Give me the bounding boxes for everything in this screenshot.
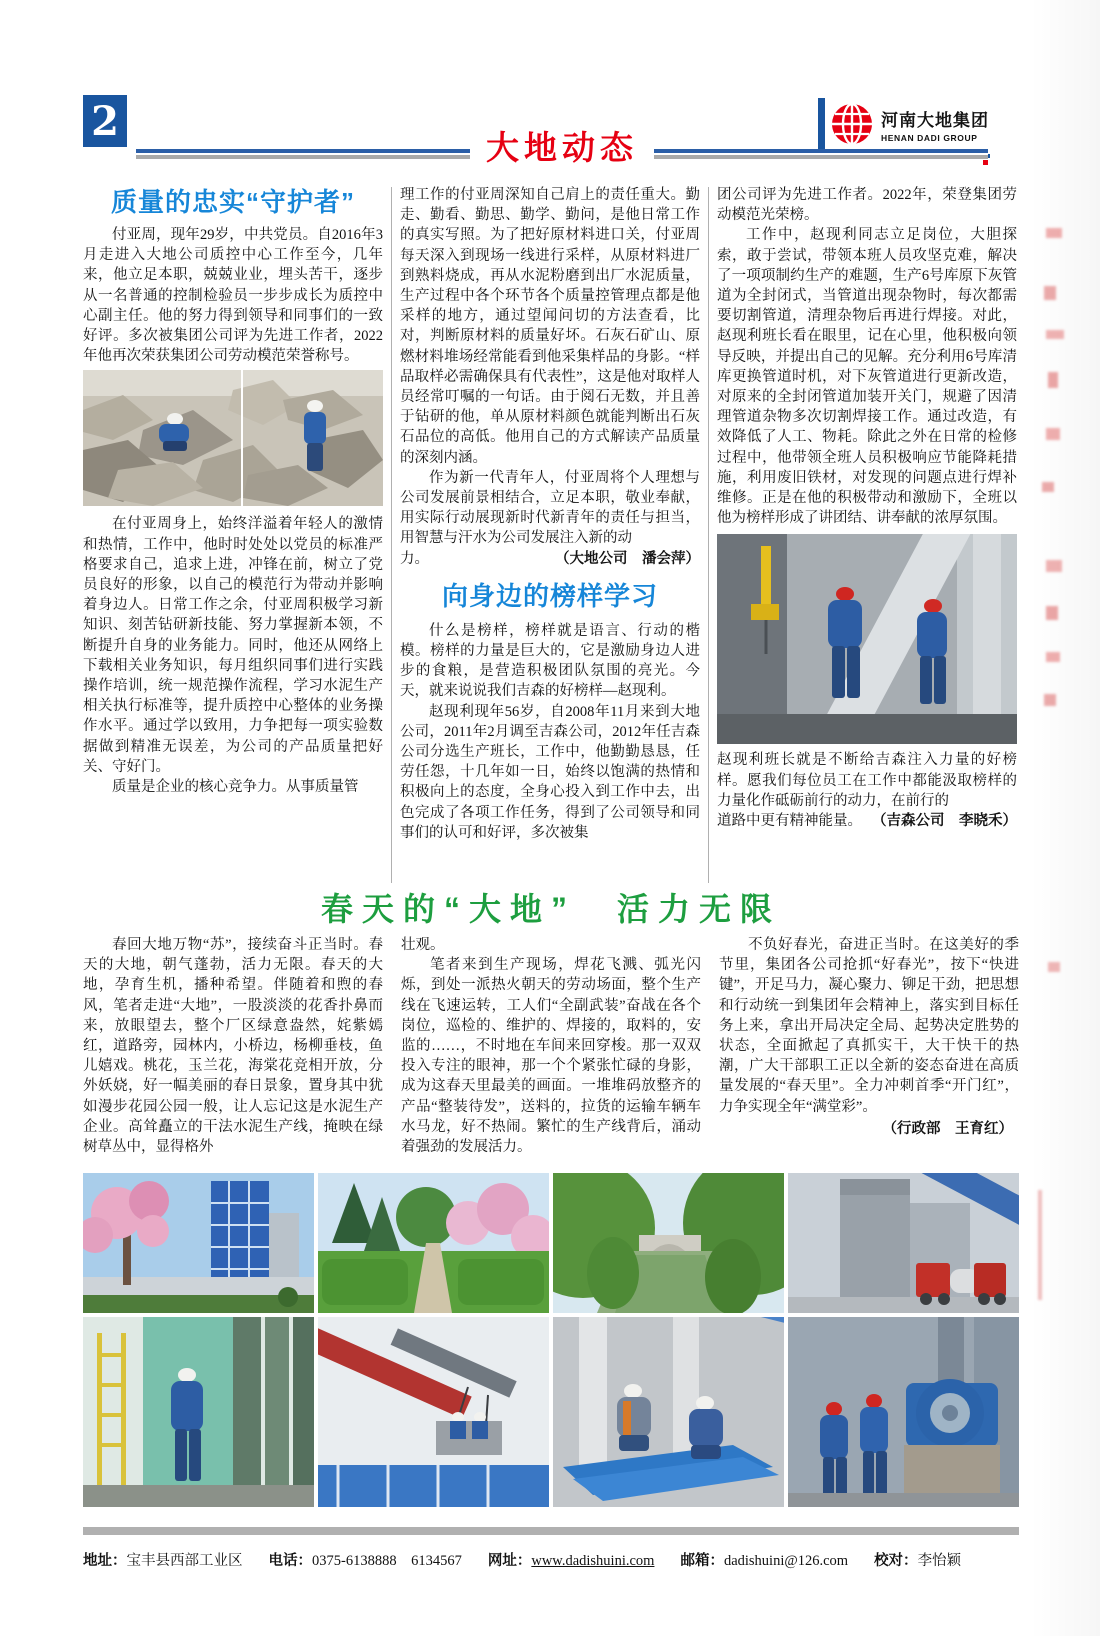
photo-grid	[83, 1173, 1019, 1507]
scan-edge-shade	[1030, 0, 1100, 1636]
article1-ending	[400, 549, 700, 569]
website-link: www.dadishuini.com	[531, 1553, 655, 1569]
article1-byline: （大地公司 潘会萍）	[555, 550, 700, 567]
article3-paragraph-continued: 壮观。	[401, 937, 445, 953]
article3-paragraph: 不负好春光，奋进正当时。在这美好的季节里，集团各公司抢抓“好春光”，按下“快进键”，开足马力，凝心聚力、铆足干劲，把思想和行动统一到集团年会精神上，落实到目标任务上来，拿出开局决定全局、起势决定胜势的状态，全面掀起了真抓实干，大干快干的热潮，广大干部职工正以全新的姿态奋进在高质量发展的“春天里”。全力冲刺首季“开门红”，力争实现全年“满堂彩”。	[719, 937, 1019, 1115]
photo-garden-path	[318, 1173, 549, 1313]
ink-showthrough	[1048, 372, 1058, 388]
page-content	[83, 185, 1019, 1570]
photo-worker-red-helmets-image	[717, 534, 1017, 744]
ink-showthrough	[1046, 560, 1062, 572]
article1-paragraph: 作为新一代青年人，付亚周将个人理想与公司发展前景相结合，立足本职，敬业奉献，用实际行动展现新时代新青年的责任与担当，用智慧与汗水为公司发展注入新的动	[400, 469, 700, 547]
photo-workers-on-rocks-image	[83, 370, 383, 506]
article3-headline: 春天的“大地” 活力无限	[320, 891, 781, 927]
footer-rule	[83, 1527, 1019, 1535]
ink-showthrough	[1044, 694, 1056, 706]
ink-showthrough	[1046, 330, 1064, 339]
article3-byline: （行政部 王育红）	[882, 1120, 1013, 1137]
article1-paragraph: 在付亚周身上，始终洋溢着年轻人的激情和热情，工作中，他时时处处以党员的标准严格要求自己，追求上进，冲锋在前，树立了党员良好的形象，以自己的模范行为带动并影响着身边人。日常工作之余，付亚周积极学习新知识、刻苦钻研新技能、努力掌握新本领，不断提升自身的业务能力。同时，他还从网络上下载相关业务知识，每月组织同事们进行实践操作培训，统一规范操作流程，学习水泥生产相关执行标准等，提升质控中心整体的业务操作水平。通过学以致用，力争把每一项实验数据做到精准无误差，为公司的产品质量把好关、守好门。	[83, 516, 383, 775]
footer-proofreader: 校对：李怡颖	[874, 1553, 962, 1569]
ink-showthrough	[1038, 1190, 1042, 1300]
rule-right	[654, 149, 988, 159]
article2-paragraph: 赵现利现年56岁，自2008年11月来到大地公司，2011年2月调至吉森公司，2012年任吉森公司分选生产班长，工作中，他勤勤恳恳，任劳任怨，十几年如一日，始终以饱满的热情和积极向上的态度，全身心投入到工作中去，出色完成了各项工作任务，得到了公司领导和同事们的认可和好评，多次被集	[400, 703, 700, 841]
masthead-rule	[136, 122, 988, 169]
article1-paragraph-continued: 理工作的付亚周深知自己肩上的责任重大。勤走、勤看、勤思、勤学、勤问，是他日常工作的真实写照。为了把好原材料进口关，付亚周每天深入到现场一线进行采样，从原材料进厂到熟料烧成，再从水泥粉磨到出厂水泥质量，生产过程中各个环节各个质量控管理点都是他采样的地方，通过望闻问切的方法查看，比对，判断原材料的质量好坏。石灰石矿山、原燃材料堆场经常能看到他采集样品的身影。“样品取样必需确保具有代表性”，这是他对取样人员经常叮嘱的一句话。由于阅石无数，并且善于钻研的他，单从原材料颜色就能判断出石灰石品位的高低。他用自己的方式解读产品质量的深刻内涵。	[400, 187, 700, 466]
article1-paragraph: 付亚周，现年29岁，中共党员。自2016年3月走进入大地公司质控中心工作至今，几年来，他立足本职，兢兢业业，埋头苦干，逐步从一名普通的控制检验员一步步成长为质控中心副主任。他的努力得到领导和同事们的一致好评。多次被集团公司评为先进工作者，2022年他再次荣获集团公司劳动模范荣誉称号。	[83, 227, 383, 365]
article3-paragraph: 笔者来到生产现场，焊花飞溅、弧光闪烁，到处一派热火朝天的劳动场面，整个生产线在飞速运转，工人们“全副武装”奋战在各个岗位，巡检的、维护的、焊接的，取料的，安监的……，不时地在车间来回穿梭。那一双双投入专注的眼神，那一个个紧张忙碌的身影，成为这春天里最美的画面。一堆堆码放整齐的产品“整装待发”，送料的，拉货的运输车辆车水马龙，好不热闹。繁忙的生产线背后，涌动着强劲的发展活力。	[401, 957, 701, 1156]
article2-byline: （吉森公司 李晓禾）	[872, 813, 1017, 830]
photo-canal-willows	[553, 1173, 784, 1313]
column-3	[717, 185, 1017, 883]
article2-paragraph: 工作中，赵现利同志立足岗位，大胆探索，敢于尝试，带领本班人员攻坚克难，解决了一项项制约生产的难题，生产6号库原下灰管道为全封闭式，当管道出现杂物时，每次都需要切割管道，清理杂物后再进行焊接。对此，赵现利班长看在眼里，记在心里，他积极向领导反映，并提出自己的见解。充分利用6号库清库更换管道时机，对下灰管道进行更新改造，对原来的全封闭管道加装开关门，规避了因清理管道杂物多次切割焊接工作。通过改造，有效降低了人工、物耗。除此之外在日常的检修过程中，他带领全班人员积极响应节能降耗措施，利用废旧铁材，对发现的问题点进行焊补维修。正是在他的积极带动和激励下，全班以他为榜样形成了讲团结、讲奉献的浓厚氛围。	[717, 227, 1017, 527]
ink-showthrough	[1046, 228, 1062, 238]
article3-columns	[83, 935, 1019, 1167]
photo-crane-basket	[318, 1317, 549, 1507]
rule-left	[136, 149, 470, 159]
article2-paragraph-tail: 道路中更有精神能量。	[717, 813, 862, 830]
ink-showthrough	[1042, 482, 1054, 492]
article2-ending	[717, 811, 1017, 831]
photo-plant-tower-blossoms	[83, 1173, 314, 1313]
ink-showthrough	[1046, 428, 1060, 440]
column-divider	[391, 187, 392, 883]
ink-showthrough	[1046, 652, 1060, 662]
column-2	[400, 185, 700, 883]
page-number-text: 2	[91, 97, 119, 145]
photo-cement-silo-trucks	[788, 1173, 1019, 1313]
page-number	[83, 95, 127, 147]
photo-workers-on-rocks	[83, 370, 383, 506]
article3-column-1	[83, 935, 383, 1167]
footer	[83, 1549, 1019, 1570]
photo-workers-blue-motor	[788, 1317, 1019, 1507]
ink-showthrough	[1044, 286, 1056, 300]
article2-paragraph-continued: 赵现利班长就是不断给吉森注入力量的好榜样。愿我们每位员工在工作中都能汲取榜样的力量化作砥砺前行的动力，在前行的	[717, 752, 1017, 809]
section-title: 大地动态	[486, 129, 638, 166]
top-articles	[83, 185, 1019, 883]
logo-name-en: HENAN DADI GROUP	[881, 132, 978, 143]
column-1	[83, 185, 383, 883]
footer-website: 网址：www.dadishuini.com	[487, 1553, 655, 1569]
photo-workers-blue-sheets	[553, 1317, 784, 1507]
logo-name-cn: 河南大地集团	[881, 110, 989, 130]
photo-worker-red-helmets-plant	[717, 534, 1017, 744]
article1-paragraph-tail: 力。	[400, 550, 429, 567]
article2-headline: 向身边的榜样学习	[441, 580, 658, 611]
article2-paragraph: 什么是榜样，榜样就是语言、行动的楷模。榜样的力量是巨大的，它是激励身边人进步的食粮，是营造积极团队氛围的亮光。今天，就来说说我们吉森的好榜样—赵现利。	[400, 622, 700, 700]
footer-email: 邮箱：dadishuini@126.com	[680, 1553, 849, 1569]
article3-column-3	[719, 935, 1019, 1167]
photo-worker-cylinders	[83, 1317, 314, 1507]
article2-paragraph-continued: 团公司评为先进工作者。2022年，荣登集团劳动模范光荣榜。	[717, 187, 1017, 224]
article1-paragraph: 质量是企业的核心竞争力。从事质量管	[112, 779, 359, 796]
ink-showthrough	[1048, 962, 1060, 972]
ink-showthrough	[1046, 606, 1058, 620]
article3-column-2	[401, 935, 701, 1167]
footer-phone: 电话：0375-6138888 6134567	[268, 1553, 462, 1569]
article3-paragraph: 春回大地万物“苏”，接续奋斗正当时。春天的大地，朝气蓬勃，活力无限。春天的大地，孕育生机，播种希望。伴随着和煦的春风，笔者走进“大地”，一股淡淡的花香扑鼻而来，放眼望去，整个厂区绿意盎然，姹紫嫣红，道路旁，园林内，小桥边，杨柳垂枝，鱼儿嬉戏。桃花，玉兰花，海棠花竞相开放，分外妖娆，好一幅美丽的春日景象，置身其中犹如漫步花园公园一般，让人忘记这是水泥生产企业。高耸矗立的干法水泥生产线，掩映在绿树草丛中，显得格外	[83, 937, 383, 1156]
column-divider	[708, 187, 709, 883]
article1-headline: 质量的忠实“守护者”	[110, 187, 355, 217]
footer-address: 地址：宝丰县西部工业区	[83, 1553, 243, 1569]
